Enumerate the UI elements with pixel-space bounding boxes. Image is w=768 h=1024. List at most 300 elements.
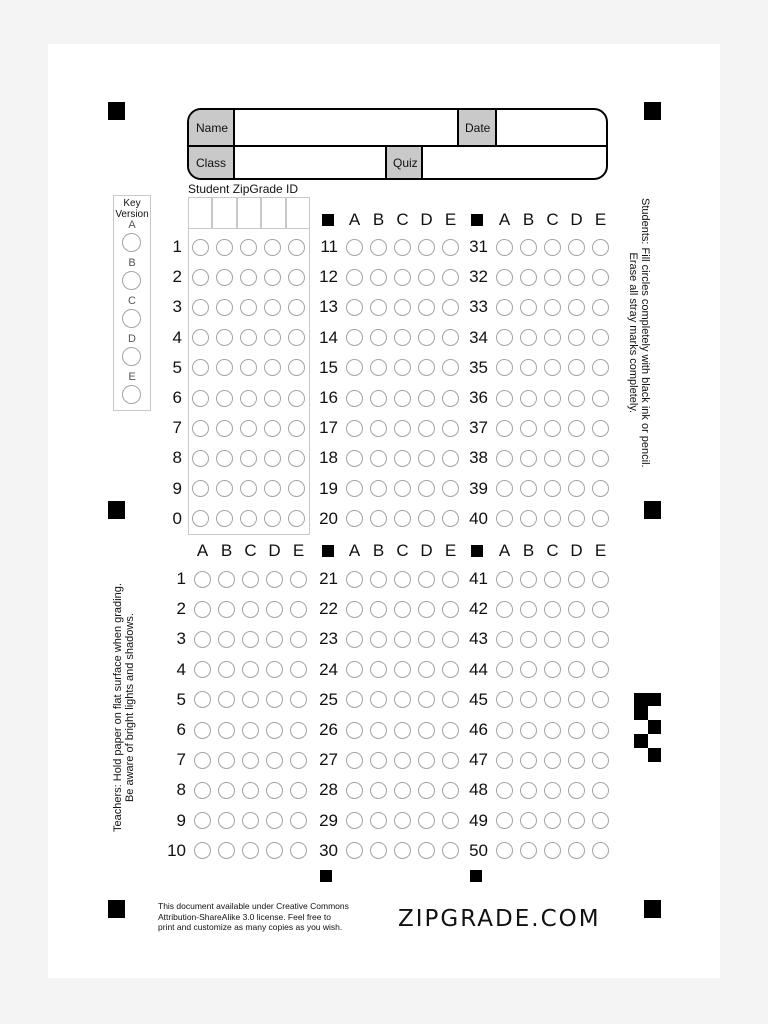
question-18-bubble-b[interactable] <box>370 450 387 467</box>
student-id-digit-label: 9 <box>172 478 182 498</box>
question-43-bubble-d[interactable] <box>568 631 585 648</box>
question-14-bubble-a[interactable] <box>346 329 363 346</box>
question-18-bubble-c[interactable] <box>394 450 411 467</box>
question-46-bubble-a[interactable] <box>496 722 513 739</box>
question-44-bubble-e[interactable] <box>592 661 609 678</box>
question-29-bubble-c[interactable] <box>394 812 411 829</box>
question-41-bubble-d[interactable] <box>568 571 585 588</box>
question-24-bubble-d[interactable] <box>418 661 435 678</box>
column-header-letter-c: C <box>546 541 559 560</box>
question-number: 43 <box>469 629 488 649</box>
question-43-bubble-c[interactable] <box>544 631 561 648</box>
student-id-bubble[interactable] <box>192 239 209 256</box>
question-number: 21 <box>319 569 338 588</box>
question-18-bubble-a[interactable] <box>346 450 363 467</box>
question-number: 26 <box>319 720 338 739</box>
student-id-bubble[interactable] <box>216 269 233 286</box>
question-number: 50 <box>469 840 488 860</box>
question-38-bubble-e[interactable] <box>592 450 609 467</box>
alignment-marker-top-left <box>108 102 125 120</box>
question-37-bubble-a[interactable] <box>496 420 513 437</box>
student-id-bubble[interactable] <box>192 420 209 437</box>
column-header-letter-b: B <box>522 541 535 560</box>
question-number: 37 <box>469 418 488 438</box>
question-33-bubble-c[interactable] <box>544 299 561 316</box>
question-21-bubble-c[interactable] <box>394 571 411 588</box>
student-id-bubble[interactable] <box>216 450 233 467</box>
question-11-bubble-b[interactable] <box>370 239 387 256</box>
question-number: 33 <box>469 297 488 317</box>
question-36-bubble-d[interactable] <box>568 390 585 407</box>
column-header-letter-c: C <box>396 541 409 560</box>
question-13-bubble-a[interactable] <box>346 299 363 316</box>
question-47-bubble-a[interactable] <box>496 752 513 769</box>
student-id-bubble[interactable] <box>216 390 233 407</box>
student-id-write-cell[interactable] <box>286 197 310 229</box>
student-id-bubble[interactable] <box>264 239 281 256</box>
student-id-digit-label: 2 <box>172 267 182 287</box>
name-field[interactable] <box>234 110 458 145</box>
question-31-bubble-c[interactable] <box>544 239 561 256</box>
question-48-bubble-a[interactable] <box>496 782 513 799</box>
question-9-bubble-c[interactable] <box>242 812 259 829</box>
student-id-bubble[interactable] <box>192 329 209 346</box>
question-36-bubble-b[interactable] <box>520 390 537 407</box>
question-16-bubble-a[interactable] <box>346 390 363 407</box>
question-13-bubble-d[interactable] <box>418 299 435 316</box>
question-36-bubble-e[interactable] <box>592 390 609 407</box>
question-4-bubble-d[interactable] <box>266 661 283 678</box>
question-21-bubble-d[interactable] <box>418 571 435 588</box>
question-37-bubble-c[interactable] <box>544 420 561 437</box>
question-34-bubble-c[interactable] <box>544 329 561 346</box>
question-29-bubble-b[interactable] <box>370 812 387 829</box>
question-48-bubble-c[interactable] <box>544 782 561 799</box>
question-number: 14 <box>319 327 338 347</box>
question-3-bubble-c[interactable] <box>242 631 259 648</box>
question-number: 25 <box>319 689 338 709</box>
student-id-bubble[interactable] <box>240 390 257 407</box>
question-22-bubble-c[interactable] <box>394 601 411 618</box>
question-22-bubble-a[interactable] <box>346 601 363 618</box>
question-26-bubble-c[interactable] <box>394 722 411 739</box>
question-31-bubble-a[interactable] <box>496 239 513 256</box>
question-36-bubble-a[interactable] <box>496 390 513 407</box>
question-39-bubble-d[interactable] <box>568 480 585 497</box>
question-46-bubble-e[interactable] <box>592 722 609 739</box>
key-version-option-label: D <box>128 333 136 345</box>
question-4-bubble-c[interactable] <box>242 661 259 678</box>
question-47-bubble-c[interactable] <box>544 752 561 769</box>
alignment-marker-bottom-right <box>644 900 661 918</box>
license-text <box>158 901 349 933</box>
question-24-bubble-b[interactable] <box>370 661 387 678</box>
column-header-letter-b: B <box>372 210 385 229</box>
question-23-bubble-d[interactable] <box>418 631 435 648</box>
student-id-bubble[interactable] <box>264 480 281 497</box>
question-39-bubble-e[interactable] <box>592 480 609 497</box>
question-number: 16 <box>319 388 338 407</box>
question-31-bubble-b[interactable] <box>520 239 537 256</box>
question-16-bubble-d[interactable] <box>418 390 435 407</box>
student-id-bubble[interactable] <box>192 390 209 407</box>
student-id-bubble[interactable] <box>216 299 233 316</box>
question-9-bubble-a[interactable] <box>194 812 211 829</box>
question-number: 27 <box>319 750 338 770</box>
question-44-bubble-a[interactable] <box>496 661 513 678</box>
question-44-bubble-d[interactable] <box>568 661 585 678</box>
question-7-bubble-c[interactable] <box>242 752 259 769</box>
column-header-letter-a: A <box>348 210 361 229</box>
question-number: 42 <box>469 599 488 619</box>
question-32-bubble-c[interactable] <box>544 269 561 286</box>
question-number: 18 <box>319 448 338 468</box>
header-box <box>187 108 608 180</box>
license-line3: print and customize as many copies as you wish. <box>158 922 343 932</box>
question-2-bubble-a[interactable] <box>194 601 211 618</box>
question-number: 12 <box>319 267 338 287</box>
student-id-bubble[interactable] <box>264 420 281 437</box>
column-header-letter-b: B <box>220 541 233 560</box>
question-12-bubble-a[interactable] <box>346 269 363 286</box>
question-4-bubble-b[interactable] <box>218 661 235 678</box>
column-header-letter-d: D <box>570 541 583 560</box>
question-17-bubble-b[interactable] <box>370 420 387 437</box>
student-instructions-line2: Erase all stray marks completely. <box>627 252 639 414</box>
question-27-bubble-a[interactable] <box>346 752 363 769</box>
question-17-bubble-d[interactable] <box>418 420 435 437</box>
question-28-bubble-a[interactable] <box>346 782 363 799</box>
student-id-write-cell[interactable] <box>188 197 212 229</box>
question-39-bubble-c[interactable] <box>544 480 561 497</box>
student-id-digit-label: 0 <box>172 508 182 528</box>
question-21-bubble-b[interactable] <box>370 571 387 588</box>
question-36-bubble-c[interactable] <box>544 390 561 407</box>
question-6-bubble-b[interactable] <box>218 722 235 739</box>
student-id-bubble[interactable] <box>264 390 281 407</box>
question-49-bubble-c[interactable] <box>544 812 561 829</box>
question-38-bubble-d[interactable] <box>568 450 585 467</box>
student-id-bubble[interactable] <box>264 450 281 467</box>
question-3-bubble-b[interactable] <box>218 631 235 648</box>
key-version-bubble-e[interactable] <box>122 385 141 404</box>
student-id-digit-label: 8 <box>172 448 182 468</box>
question-7-bubble-b[interactable] <box>218 752 235 769</box>
question-number: 49 <box>469 810 488 830</box>
question-47-bubble-d[interactable] <box>568 752 585 769</box>
question-24-bubble-c[interactable] <box>394 661 411 678</box>
question-14-bubble-c[interactable] <box>394 329 411 346</box>
question-1-bubble-b[interactable] <box>218 571 235 588</box>
question-24-bubble-a[interactable] <box>346 661 363 678</box>
question-6-bubble-a[interactable] <box>194 722 211 739</box>
question-41-bubble-b[interactable] <box>520 571 537 588</box>
question-8-bubble-b[interactable] <box>218 782 235 799</box>
alignment-marker-bottom-left <box>108 900 125 918</box>
question-21-bubble-a[interactable] <box>346 571 363 588</box>
question-34-bubble-e[interactable] <box>592 329 609 346</box>
question-27-bubble-c[interactable] <box>394 752 411 769</box>
quiz-field[interactable] <box>422 145 606 180</box>
license-line2: Attribution-ShareAlike 3.0 license. Feel free to <box>158 911 331 922</box>
key-version-bubble-b[interactable] <box>122 271 141 290</box>
question-27-bubble-b[interactable] <box>370 752 387 769</box>
question-48-bubble-d[interactable] <box>568 782 585 799</box>
question-38-bubble-a[interactable] <box>496 450 513 467</box>
student-id-bubble[interactable] <box>216 480 233 497</box>
question-19-bubble-a[interactable] <box>346 480 363 497</box>
bottom-marker-2 <box>470 870 482 882</box>
question-42-bubble-b[interactable] <box>520 601 537 618</box>
question-12-bubble-c[interactable] <box>394 269 411 286</box>
question-8-bubble-a[interactable] <box>194 782 211 799</box>
question-number: 8 <box>176 780 186 800</box>
question-22-bubble-b[interactable] <box>370 601 387 618</box>
question-number: 45 <box>469 689 488 709</box>
question-48-bubble-b[interactable] <box>520 782 537 799</box>
question-43-bubble-a[interactable] <box>496 631 513 648</box>
question-19-bubble-c[interactable] <box>394 480 411 497</box>
teacher-instructions-line2: Be aware of bright lights and shadows. <box>124 613 136 803</box>
question-31-bubble-e[interactable] <box>592 239 609 256</box>
question-39-bubble-a[interactable] <box>496 480 513 497</box>
question-44-bubble-b[interactable] <box>520 661 537 678</box>
question-14-bubble-b[interactable] <box>370 329 387 346</box>
question-19-bubble-d[interactable] <box>418 480 435 497</box>
question-1-bubble-d[interactable] <box>266 571 283 588</box>
question-23-bubble-a[interactable] <box>346 631 363 648</box>
column-header-letter-d: D <box>420 541 433 560</box>
question-8-bubble-c[interactable] <box>242 782 259 799</box>
question-6-bubble-d[interactable] <box>266 722 283 739</box>
question-number: 28 <box>319 780 338 800</box>
question-13-bubble-b[interactable] <box>370 299 387 316</box>
question-7-bubble-a[interactable] <box>194 752 211 769</box>
column-header-letter-a: A <box>498 541 511 560</box>
student-id-bubble[interactable] <box>192 450 209 467</box>
question-number: 20 <box>319 508 338 528</box>
column-header-letter-a: A <box>348 541 361 560</box>
question-38-bubble-b[interactable] <box>520 450 537 467</box>
question-1-bubble-c[interactable] <box>242 571 259 588</box>
question-26-bubble-b[interactable] <box>370 722 387 739</box>
student-id-bubble[interactable] <box>240 450 257 467</box>
student-id-bubble[interactable] <box>192 269 209 286</box>
question-43-bubble-e[interactable] <box>592 631 609 648</box>
question-11-bubble-a[interactable] <box>346 239 363 256</box>
question-number: 15 <box>319 357 338 377</box>
question-16-bubble-c[interactable] <box>394 390 411 407</box>
column-header-letter-d: D <box>420 210 433 229</box>
question-2-bubble-b[interactable] <box>218 601 235 618</box>
question-number: 39 <box>469 478 488 498</box>
question-number: 29 <box>319 810 338 830</box>
key-version-option-label: B <box>128 257 136 269</box>
question-41-bubble-c[interactable] <box>544 571 561 588</box>
question-number: 4 <box>176 659 186 679</box>
question-47-bubble-b[interactable] <box>520 752 537 769</box>
question-number: 13 <box>319 297 338 317</box>
column-header-letter-b: B <box>372 541 385 560</box>
column-header-marker <box>471 545 483 557</box>
question-49-bubble-d[interactable] <box>568 812 585 829</box>
question-42-bubble-e[interactable] <box>592 601 609 618</box>
date-field[interactable] <box>496 110 606 145</box>
question-33-bubble-d[interactable] <box>568 299 585 316</box>
question-number: 6 <box>176 720 186 739</box>
question-34-bubble-d[interactable] <box>568 329 585 346</box>
student-id-bubble[interactable] <box>192 299 209 316</box>
question-19-bubble-b[interactable] <box>370 480 387 497</box>
question-2-bubble-c[interactable] <box>242 601 259 618</box>
student-id-bubble[interactable] <box>216 239 233 256</box>
question-49-bubble-a[interactable] <box>496 812 513 829</box>
question-26-bubble-a[interactable] <box>346 722 363 739</box>
question-37-bubble-e[interactable] <box>592 420 609 437</box>
question-39-bubble-b[interactable] <box>520 480 537 497</box>
student-id-bubble[interactable] <box>240 480 257 497</box>
question-33-bubble-a[interactable] <box>496 299 513 316</box>
alignment-marker-mid-left <box>108 501 125 519</box>
column-header-letter-e: E <box>444 210 457 229</box>
question-16-bubble-b[interactable] <box>370 390 387 407</box>
question-44-bubble-c[interactable] <box>544 661 561 678</box>
key-version-bubble-d[interactable] <box>122 347 141 366</box>
date-label: Date <box>458 110 496 145</box>
question-47-bubble-e[interactable] <box>592 752 609 769</box>
question-3-bubble-d[interactable] <box>266 631 283 648</box>
question-41-bubble-e[interactable] <box>592 571 609 588</box>
question-42-bubble-a[interactable] <box>496 601 513 618</box>
student-id-bubble[interactable] <box>240 420 257 437</box>
question-9-bubble-b[interactable] <box>218 812 235 829</box>
question-7-bubble-d[interactable] <box>266 752 283 769</box>
question-9-bubble-d[interactable] <box>266 812 283 829</box>
question-32-bubble-a[interactable] <box>496 269 513 286</box>
question-17-bubble-a[interactable] <box>346 420 363 437</box>
student-id-bubble[interactable] <box>216 420 233 437</box>
question-49-bubble-e[interactable] <box>592 812 609 829</box>
question-number: 5 <box>176 689 186 709</box>
question-37-bubble-b[interactable] <box>520 420 537 437</box>
question-number: 1 <box>176 569 186 588</box>
question-33-bubble-b[interactable] <box>520 299 537 316</box>
question-34-bubble-b[interactable] <box>520 329 537 346</box>
question-23-bubble-c[interactable] <box>394 631 411 648</box>
student-id-bubble[interactable] <box>264 329 281 346</box>
question-41-bubble-a[interactable] <box>496 571 513 588</box>
question-46-bubble-d[interactable] <box>568 722 585 739</box>
question-46-bubble-b[interactable] <box>520 722 537 739</box>
student-id-bubble[interactable] <box>216 329 233 346</box>
question-11-bubble-c[interactable] <box>394 239 411 256</box>
question-23-bubble-b[interactable] <box>370 631 387 648</box>
quiz-label: Quiz <box>386 145 422 180</box>
question-17-bubble-c[interactable] <box>394 420 411 437</box>
question-27-bubble-d[interactable] <box>418 752 435 769</box>
question-number: 2 <box>176 599 186 619</box>
student-id-bubble[interactable] <box>240 299 257 316</box>
question-number: 10 <box>167 840 186 860</box>
question-18-bubble-d[interactable] <box>418 450 435 467</box>
question-3-bubble-a[interactable] <box>194 631 211 648</box>
question-6-bubble-c[interactable] <box>242 722 259 739</box>
question-12-bubble-d[interactable] <box>418 269 435 286</box>
license-line1: This document available under Creative Commons <box>158 901 349 911</box>
student-id-digit-label: 6 <box>172 388 182 407</box>
column-header-marker <box>322 214 334 226</box>
question-43-bubble-b[interactable] <box>520 631 537 648</box>
student-instructions <box>627 198 651 468</box>
student-id-title: Student ZipGrade ID <box>188 182 299 196</box>
question-46-bubble-c[interactable] <box>544 722 561 739</box>
question-42-bubble-c[interactable] <box>544 601 561 618</box>
student-id-bubble[interactable] <box>264 269 281 286</box>
student-id-write-cell[interactable] <box>237 197 261 229</box>
question-32-bubble-d[interactable] <box>568 269 585 286</box>
student-id-bubble[interactable] <box>240 269 257 286</box>
question-4-bubble-a[interactable] <box>194 661 211 678</box>
student-id-write-cell[interactable] <box>261 197 285 229</box>
question-number: 48 <box>469 780 488 800</box>
question-13-bubble-c[interactable] <box>394 299 411 316</box>
student-id-digit-label: 4 <box>172 327 182 347</box>
student-id-bubble[interactable] <box>264 299 281 316</box>
question-number: 36 <box>469 388 488 407</box>
question-32-bubble-e[interactable] <box>592 269 609 286</box>
question-12-bubble-b[interactable] <box>370 269 387 286</box>
key-version-label-line1: Key <box>123 198 141 209</box>
question-22-bubble-d[interactable] <box>418 601 435 618</box>
question-31-bubble-d[interactable] <box>568 239 585 256</box>
question-49-bubble-b[interactable] <box>520 812 537 829</box>
question-29-bubble-a[interactable] <box>346 812 363 829</box>
class-field[interactable] <box>234 145 386 180</box>
question-33-bubble-e[interactable] <box>592 299 609 316</box>
question-34-bubble-a[interactable] <box>496 329 513 346</box>
student-id-write-cell[interactable] <box>212 197 236 229</box>
question-number: 40 <box>469 508 488 528</box>
question-11-bubble-d[interactable] <box>418 239 435 256</box>
question-29-bubble-d[interactable] <box>418 812 435 829</box>
question-28-bubble-b[interactable] <box>370 782 387 799</box>
question-28-bubble-d[interactable] <box>418 782 435 799</box>
question-number: 17 <box>319 418 338 438</box>
question-42-bubble-d[interactable] <box>568 601 585 618</box>
question-38-bubble-c[interactable] <box>544 450 561 467</box>
key-version-bubble-a[interactable] <box>122 233 141 252</box>
question-number: 32 <box>469 267 488 287</box>
column-header-marker <box>322 545 334 557</box>
question-number: 46 <box>469 720 488 739</box>
column-header-letter-e: E <box>292 541 305 560</box>
student-id-bubble[interactable] <box>240 239 257 256</box>
question-2-bubble-d[interactable] <box>266 601 283 618</box>
question-14-bubble-d[interactable] <box>418 329 435 346</box>
question-32-bubble-b[interactable] <box>520 269 537 286</box>
question-28-bubble-c[interactable] <box>394 782 411 799</box>
question-1-bubble-a[interactable] <box>194 571 211 588</box>
question-number: 3 <box>176 629 186 649</box>
key-version-bubble-c[interactable] <box>122 309 141 328</box>
question-48-bubble-e[interactable] <box>592 782 609 799</box>
question-37-bubble-d[interactable] <box>568 420 585 437</box>
question-26-bubble-d[interactable] <box>418 722 435 739</box>
student-id-bubble[interactable] <box>192 480 209 497</box>
question-8-bubble-d[interactable] <box>266 782 283 799</box>
student-id-bubble[interactable] <box>240 329 257 346</box>
question-number: 44 <box>469 659 488 679</box>
